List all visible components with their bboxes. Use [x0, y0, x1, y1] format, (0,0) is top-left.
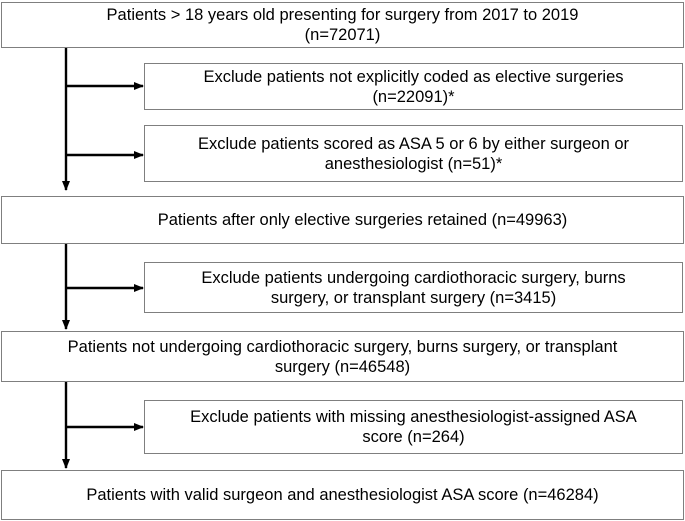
- elective-retained-line1: Patients after only elective surgeries retained (n=49963): [157, 211, 568, 229]
- exclude-asa-line2: anesthesiologist (n=51)*: [324, 154, 503, 173]
- start-box-line2: (n=72071): [304, 26, 381, 44]
- final-box: [1, 470, 684, 520]
- start-box: [1, 2, 684, 48]
- final-line1: Patients with valid surgeon and anesthesiologist ASA score (n=46284): [86, 486, 599, 504]
- exclude-missing-asa-box: [144, 400, 683, 454]
- exclude-elective-line2: (n=22091)*: [372, 87, 455, 106]
- exclude-missing-asa-line2: score (n=264): [362, 428, 465, 446]
- exclude-cardio-line1: Exclude patients undergoing cardiothoracic surgery, burns: [201, 268, 626, 287]
- exclude-missing-asa-line1: Exclude patients with missing anesthesiologist-assigned ASA: [190, 408, 637, 426]
- exclude-elective-line1: Exclude patients not explicitly coded as elective surgeries: [203, 67, 624, 86]
- start-box-line1: Patients > 18 years old presenting for surgery from 2017 to 2019: [106, 6, 579, 24]
- exclude-cardio-line2: surgery, or transplant surgery (n=3415): [270, 288, 557, 307]
- not-cardio-box: [1, 331, 684, 382]
- exclude-cardio-box: [144, 262, 683, 313]
- exclude-asa-box: [144, 125, 683, 182]
- not-cardio-line1: Patients not undergoing cardiothoracic surgery, burns surgery, or transplant: [67, 337, 618, 356]
- exclude-asa-line1: Exclude patients scored as ASA 5 or 6 by either surgeon or: [197, 134, 630, 153]
- elective-retained-box: [1, 196, 684, 244]
- not-cardio-line2: surgery (n=46548): [274, 357, 411, 376]
- exclude-elective-box: [144, 63, 683, 110]
